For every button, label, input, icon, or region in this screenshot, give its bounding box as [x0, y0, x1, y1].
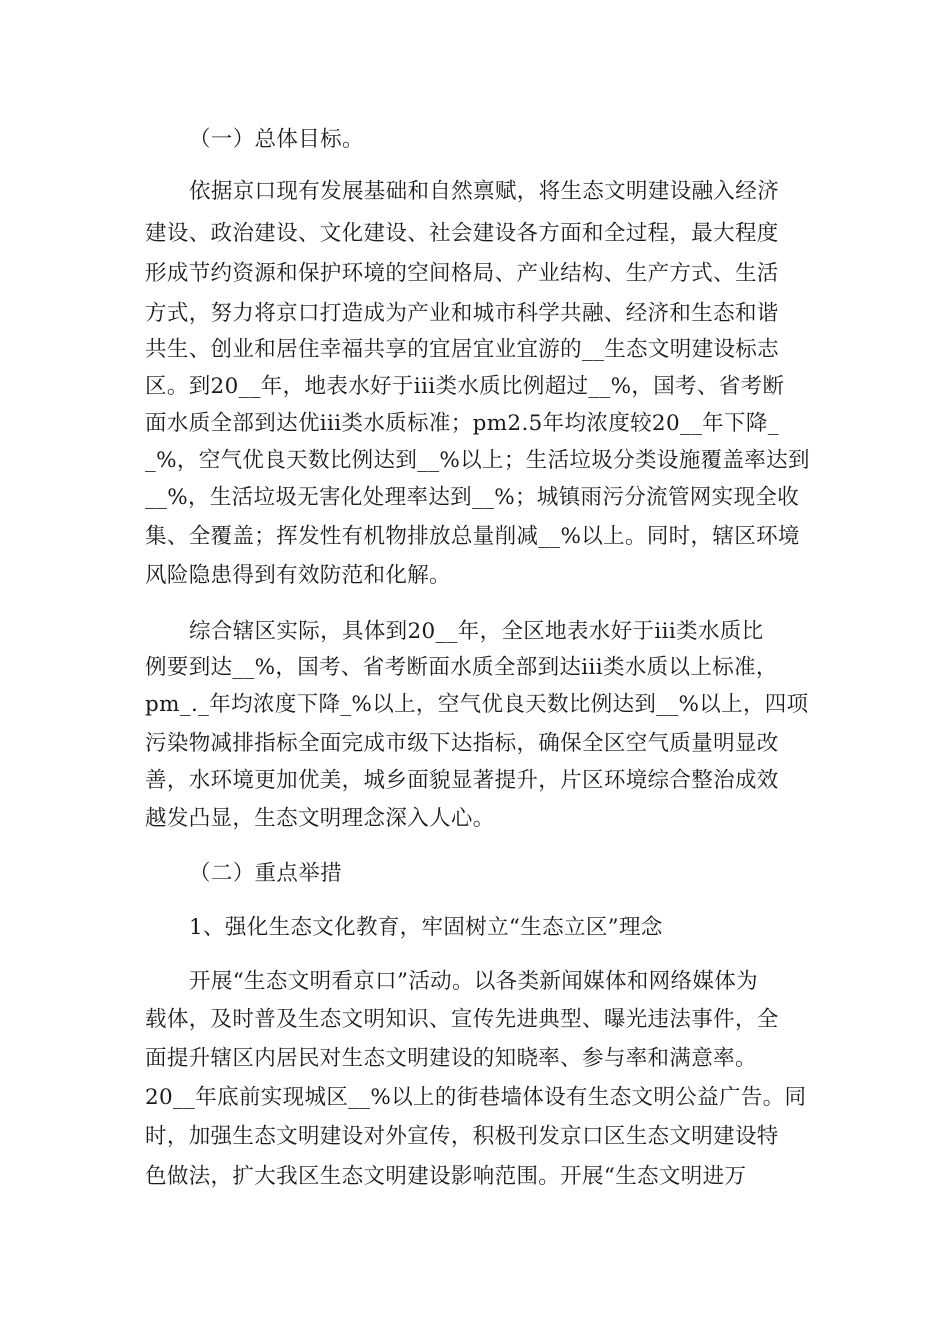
- paragraph-1-line-4: 方式，努力将京口打造成为产业和城市科学共融、经济和生态和谐: [145, 301, 779, 326]
- paragraph-1-line-6: 区。到20__年，地表水好于iii类水质比例超过__%，国考、省考断: [145, 374, 785, 399]
- heading-overall-goal: （一）总体目标。: [189, 127, 364, 152]
- heading-key-measures: （二）重点举措: [189, 861, 342, 886]
- paragraph-1-line-9: __%，生活垃圾无害化处理率达到__%；城镇雨污分流管网实现全收: [145, 485, 800, 510]
- paragraph-2-line-1: 综合辖区实际，具体到20__年，全区地表水好于iii类水质比: [189, 619, 764, 644]
- paragraph-1-line-5: 共生、创业和居住幸福共享的宜居宜业宜游的__生态文明建设标志: [145, 337, 780, 362]
- paragraph-3-line-5: 时，加强生态文明建设对外宣传，积极刊发京口区生态文明建设特: [145, 1124, 779, 1149]
- paragraph-3-line-1: 开展“生态文明看京口”活动。以各类新闻媒体和网络媒体为: [189, 969, 758, 994]
- paragraph-1-line-10: 集、全覆盖；挥发性有机物排放总量削减__%以上。同时，辖区环境: [145, 524, 800, 549]
- paragraph-1-line-7: 面水质全部到达优iii类水质标准；pm2.5年均浓度较20__年下降_: [145, 411, 779, 436]
- subheading-ecological-education: 1、强化生态文化教育，牢固树立“生态立区”理念: [189, 915, 663, 940]
- paragraph-2-line-5: 善，水环境更加优美，城乡面貌显著提升，片区环境综合整治成效: [145, 768, 779, 793]
- paragraph-3-line-3: 面提升辖区内居民对生态文明建设的知晓率、参与率和满意率。: [145, 1046, 757, 1071]
- paragraph-2-line-4: 污染物减排指标全面完成市级下达指标，确保全区空气质量明显改: [145, 731, 779, 756]
- paragraph-1-line-2: 建设、政治建设、文化建设、社会建设各方面和全过程，最大程度: [145, 221, 779, 246]
- paragraph-1-line-1: 依据京口现有发展基础和自然禀赋，将生态文明建设融入经济: [189, 179, 779, 204]
- paragraph-1-line-11: 风险隐患得到有效防范和化解。: [145, 563, 451, 588]
- paragraph-2-line-2: 例要到达__%，国考、省考断面水质全部到达iii类水质以上标准，: [145, 655, 778, 680]
- paragraph-2-line-3: pm_._年均浓度下降_%以上，空气优良天数比例达到__%以上，四项: [145, 692, 809, 717]
- paragraph-3-line-2: 载体，及时普及生态文明知识、宣传先进典型、曝光违法事件，全: [145, 1007, 779, 1032]
- paragraph-2-line-6: 越发凸显，生态文明理念深入人心。: [145, 806, 495, 831]
- paragraph-3-line-4: 20__年底前实现城区__%以上的街巷墙体设有生态文明公益广告。同: [145, 1085, 807, 1110]
- paragraph-1-line-3: 形成节约资源和保护环境的空间格局、产业结构、生产方式、生活: [145, 261, 779, 286]
- paragraph-1-line-8: _%，空气优良天数比例达到__%以上；生活垃圾分类设施覆盖率达到: [145, 448, 810, 473]
- paragraph-3-line-6: 色做法，扩大我区生态文明建设影响范围。开展“生态文明进万: [145, 1164, 747, 1189]
